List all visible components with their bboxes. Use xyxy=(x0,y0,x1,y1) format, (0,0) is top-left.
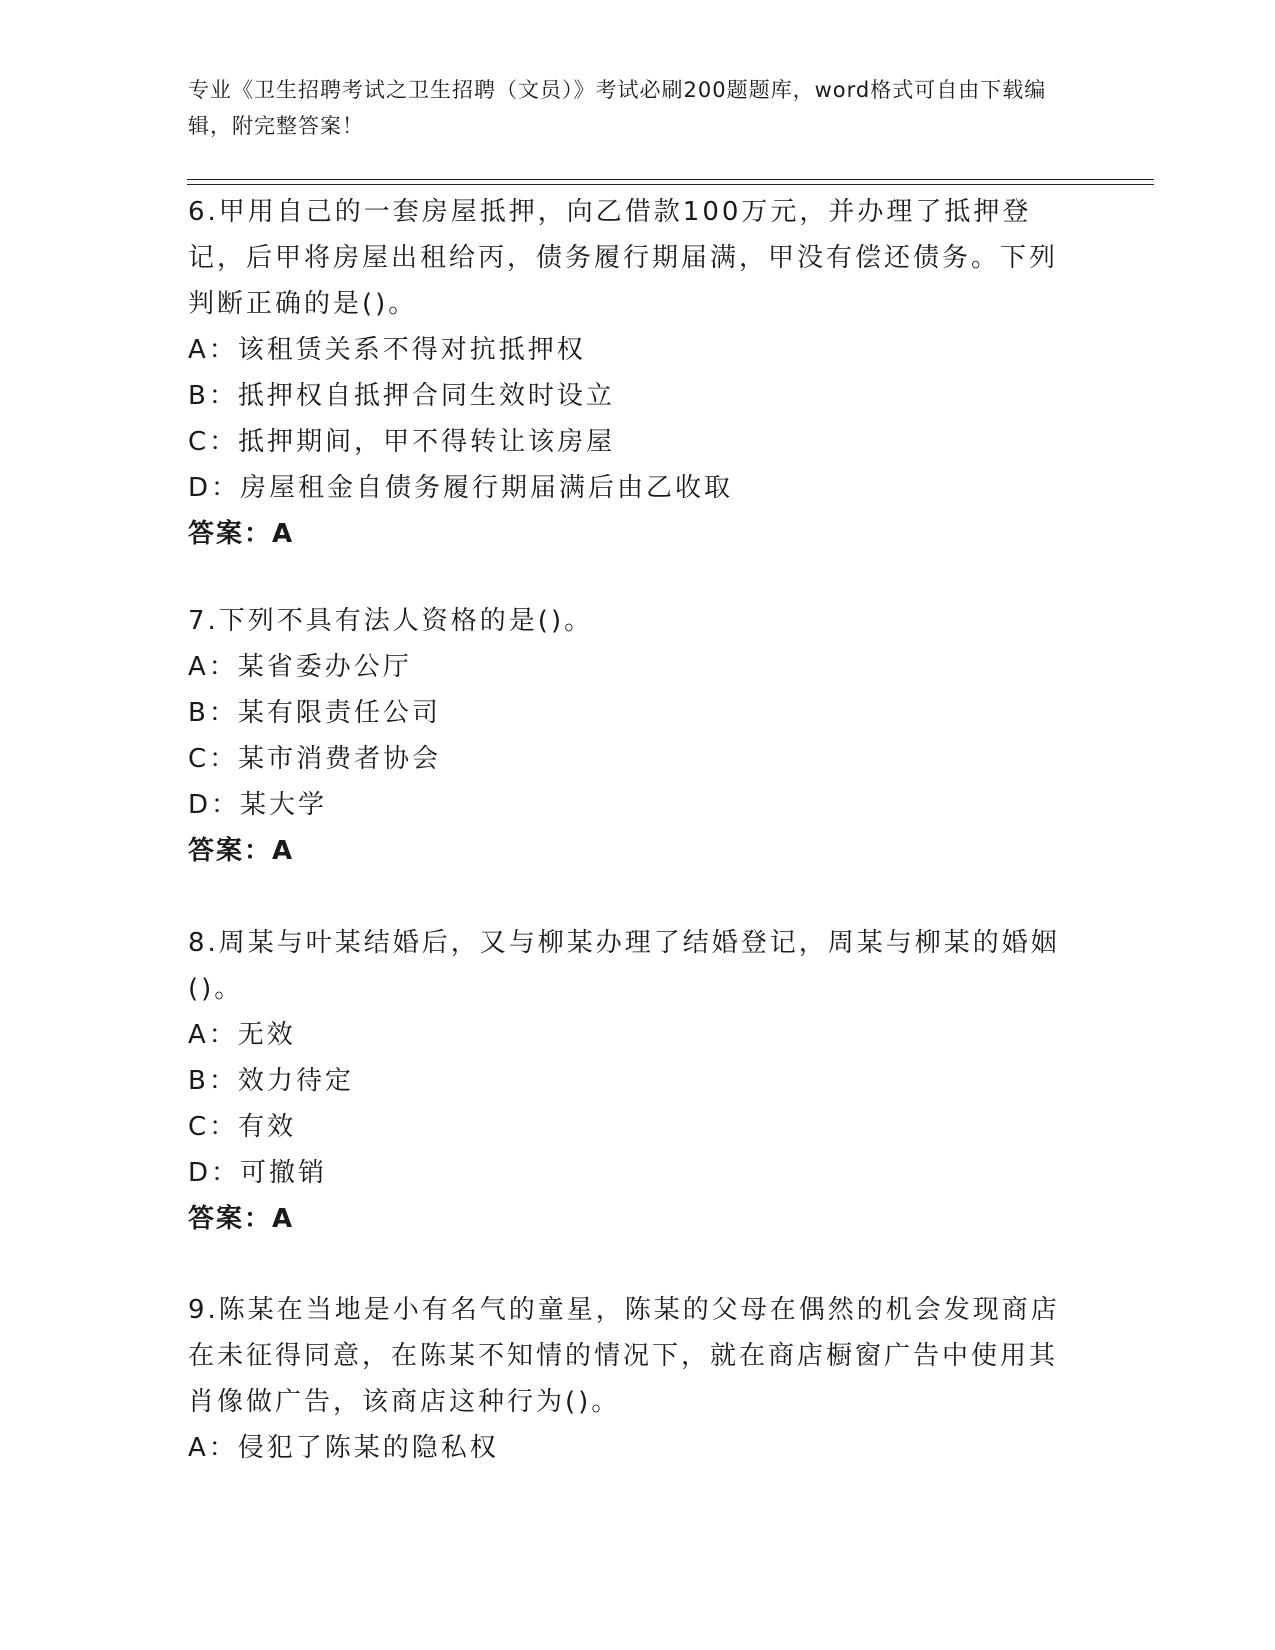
option-b: B：效力待定 xyxy=(188,1066,354,1096)
option-a: A：某省委办公厅 xyxy=(188,652,412,682)
option-d: D：房屋租金自债务履行期届满后由乙收取 xyxy=(188,473,734,503)
option-c: C：某市消费者协会 xyxy=(188,744,442,774)
option-b: B：某有限责任公司 xyxy=(188,698,441,728)
option-a: A：侵犯了陈某的隐私权 xyxy=(188,1433,499,1463)
answer-label: 答案：A xyxy=(188,519,295,549)
question-stem: 6.甲用自己的一套房屋抵押，向乙借款100万元，并办理了抵押登记，后甲将房屋出租给丙，债务履行期届满，甲没有偿还债务。下列判断正确的是()。 xyxy=(188,197,1059,319)
option-a: A：该租赁关系不得对抗抵押权 xyxy=(188,335,586,365)
option-a: A：无效 xyxy=(188,1020,296,1050)
option-c: C：有效 xyxy=(188,1112,297,1142)
question-9 xyxy=(188,1287,1068,1471)
option-d: D：可撤销 xyxy=(188,1158,328,1188)
question-7 xyxy=(188,598,1068,874)
question-stem: 8.周某与叶某结婚后，又与柳某办理了结婚登记，周某与柳某的婚姻()。 xyxy=(188,928,1060,1004)
option-b: B：抵押权自抵押合同生效时设立 xyxy=(188,381,615,411)
option-c: C：抵押期间，甲不得转让该房屋 xyxy=(188,427,616,457)
question-8 xyxy=(188,920,1068,1242)
answer-label: 答案：A xyxy=(188,1204,295,1234)
question-stem: 9.陈某在当地是小有名气的童星，陈某的父母在偶然的机会发现商店在未征得同意，在陈某不知情的情况下，就在商店橱窗广告中使用其肖像做广告，该商店这种行为()。 xyxy=(188,1295,1060,1417)
header-divider-bottom xyxy=(187,184,1154,185)
question-stem: 7.下列不具有法人资格的是()。 xyxy=(188,606,594,636)
option-d: D：某大学 xyxy=(188,790,328,820)
document-header: 专业《卫生招聘考试之卫生招聘（文员）》考试必刷200题题库，word格式可自由下载编辑，附完整答案！ xyxy=(188,78,1047,138)
answer-label: 答案：A xyxy=(188,836,295,866)
question-6 xyxy=(188,189,1068,557)
header-divider-top xyxy=(187,179,1154,180)
